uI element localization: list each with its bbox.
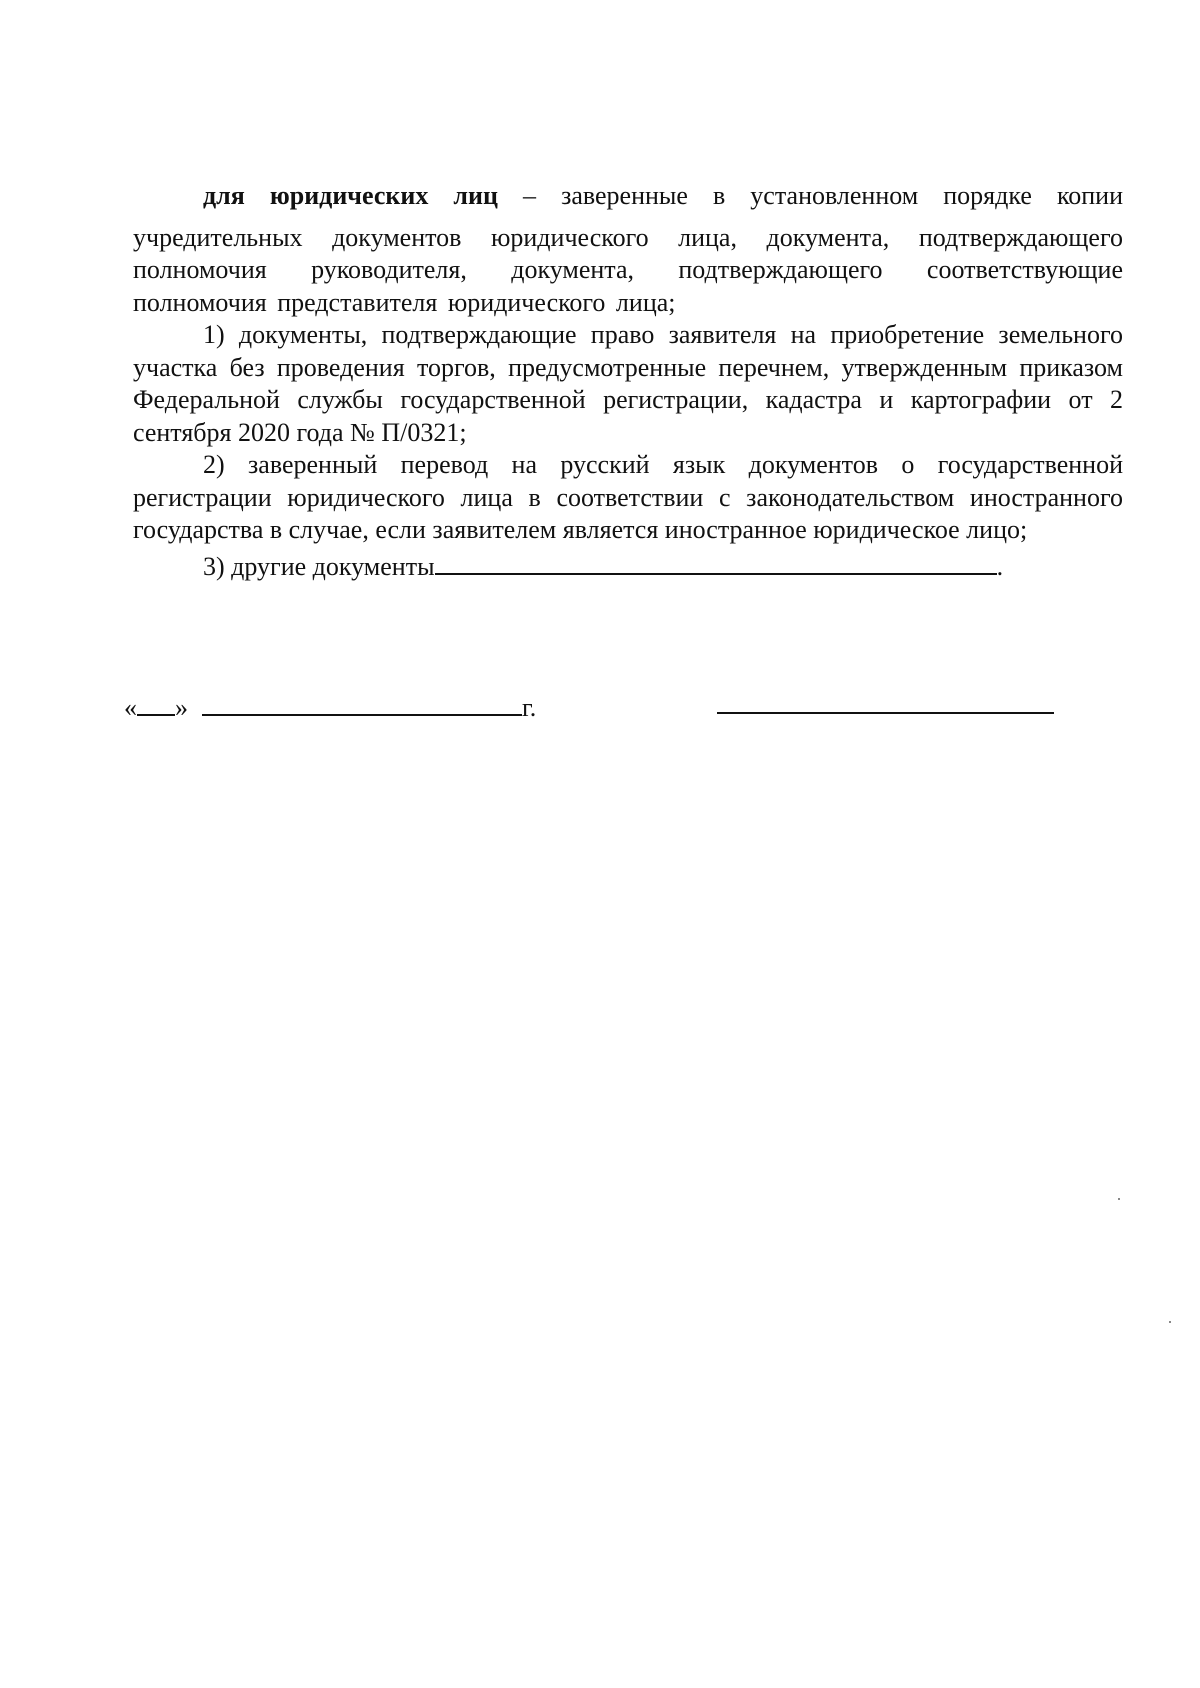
other-documents-blank-field[interactable] (435, 547, 997, 575)
date-field-row (124, 690, 536, 724)
other-documents-period: . (996, 551, 1004, 581)
first-line-text: заверенные в установленном порядке копии (561, 181, 1124, 210)
day-blank-field[interactable] (137, 690, 175, 716)
year-suffix: г. (522, 693, 537, 722)
paragraph-continuation: учредительных документов юридического лица, документа, подтверждающего полномочия руководителя, документа, подтверждающего соответствующие полномочия представителя юридического лица; (133, 222, 1123, 317)
scan-speck (1118, 1198, 1120, 1200)
open-quote: « (124, 693, 137, 722)
scan-speck (1169, 1321, 1171, 1323)
legal-entities-heading: для юридических лиц (203, 181, 498, 210)
paragraph-first-line (133, 180, 1123, 213)
list-item-2: 2) заверенный перевод на русский язык документов о государственной регистрации юридического лица в соответствии с законодательством иностранного государства в случае, если заявителем является иностранное юридическое лицо; (133, 450, 1123, 544)
other-documents-label: 3) другие документы (203, 551, 435, 581)
list-item-1: 1) документы, подтверждающие право заявителя на приобретение земельного участка без проведения торгов, предусмотренные перечнем, утвержденным приказом Федеральной службы государственной регистрации, кадастра и картографии от 2 сентября 2020 года № П/0321; (133, 320, 1123, 447)
list-item-3 (133, 547, 1123, 584)
month-year-blank-field[interactable] (202, 690, 522, 716)
document-body (133, 180, 1123, 583)
close-quote: » (175, 693, 188, 722)
signature-blank-field[interactable] (717, 712, 1054, 714)
heading-dash: – (523, 181, 536, 210)
paragraph-legal-entities (133, 180, 1123, 319)
